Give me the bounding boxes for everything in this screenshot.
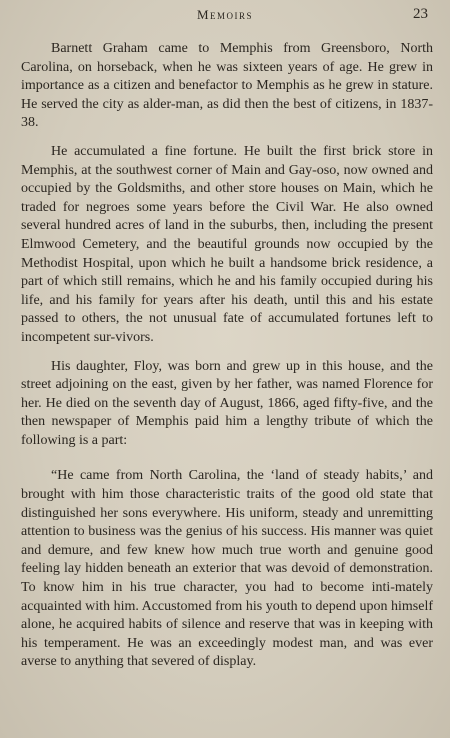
paragraph-daughter: His daughter, Floy, was born and grew up in this house, and the street adjoining on the east, given by her father, was named Florence for her. He died on the seventh day of August, 1866, aged fifty-five, and the then newspaper of Memphis paid him a lengthy tribute of which the following is a part:: [21, 358, 433, 448]
running-title: Memoirs: [196, 7, 254, 22]
paragraph-tribute-quote: “He came from North Carolina, the ‘land of steady habits,’ and brought with him those characteristic traits of the good old state that distinguished her sons everywhere. His uniform, steady and unremitting attention to business was the genius of his success. His manner was quiet and demure, and few knew how much true worth and genuine good feeling lay hidden beneath an exterior that was devoid of demonstration. To know him in his true character, you had to become inti-mately acquainted with him. Accustomed from his youth to depend upon himself alone, he acquired habits of silence and reserve that was in keeping with his temperament. He was an exceedingly modest man, and was ever averse to anything that severed of display.: [21, 468, 433, 670]
paragraph-fortune: He accumulated a fine fortune. He built the first brick store in Memphis, at the southwest corner of Main and Gay-oso, now owned and occupied by the Goldsmiths, and other store houses on Main, which he traded for negroes some years before the Civil War. He also owned several hundred acres of land in the suburbs, then, including the present Elmwood Cemetery, and the beautiful grounds now occupied by the Methodist Hospital, upon which he built a handsome brick residence, a part of which still remains, which he and his family occupied during his life, and his family for years after his death, until this and his estate passed to others, the not unusual fate of accumulated fortunes left to incompetent sur-vivors.: [21, 143, 433, 345]
paragraph-arrival: Barnett Graham came to Memphis from Greensboro, North Carolina, on horseback, when he was sixteen years of age. He grew in importance as a citizen and benefactor to Memphis as he grew in stature. He served the city as alder-man, as did then the best of citizens, in 1837-38.: [21, 41, 433, 131]
body-text: [21, 40, 433, 682]
page-number: 23: [413, 6, 428, 22]
running-head: [0, 7, 450, 25]
